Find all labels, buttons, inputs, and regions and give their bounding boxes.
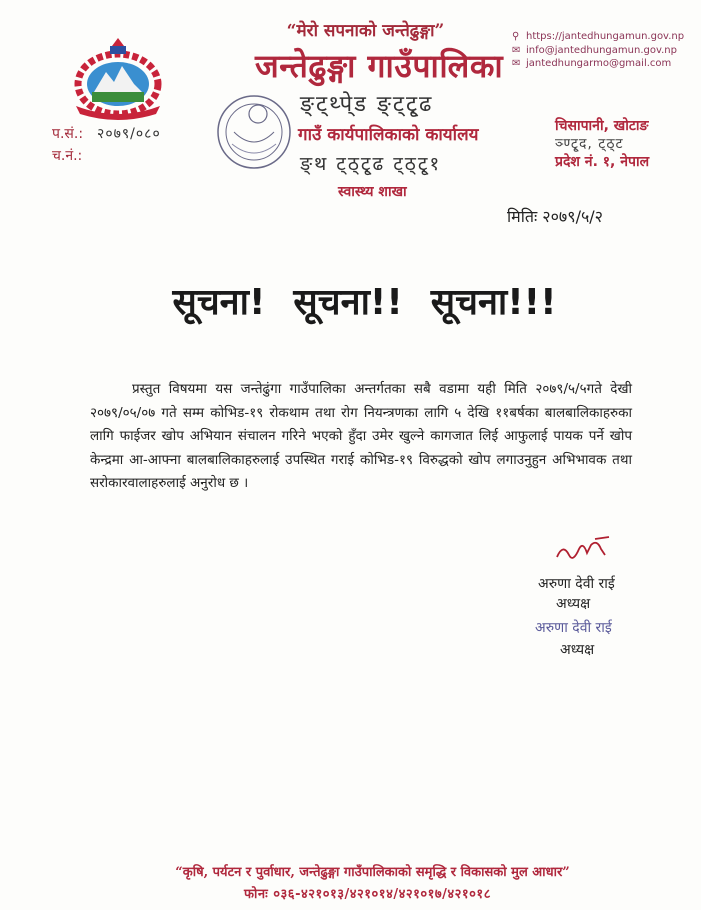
section-name: स्वास्थ्य शाखा [338, 184, 407, 200]
signatory-stamp-title: अध्यक्ष [560, 642, 595, 658]
reference-number: प.सं.: २०७९/०८० [52, 126, 161, 142]
address-line: चिसापानी, खोटाङ [555, 118, 649, 134]
handwritten-signature [553, 535, 613, 569]
signatory-name: अरुणा देवी राई [538, 576, 615, 592]
office-stamp [214, 92, 294, 172]
footer-phone: फोनः ०३६-४२१०१३/४२१०१४/४२१०१७/४२१०१८ [244, 887, 491, 902]
footer-motto: “कृषि, पर्यटन र पुर्वाधार, जन्तेढुङ्गा गाउँपालिकाको समृद्धि र विकासको मुल आधार” [175, 865, 570, 880]
dispatch-number: च.नं.: [52, 148, 83, 164]
municipality-name-kirat-script: ङ्ट्थ्पे्ड ङ्ट्टृ्ढ [300, 92, 434, 117]
signatory-stamp-name: अरुणा देवी राई [535, 620, 612, 636]
nepal-emblem [66, 36, 170, 120]
municipality-name: जन्तेढुङ्गा गाउँपालिका [255, 47, 504, 85]
mail-icon: ✉ [512, 58, 521, 69]
office-name-kirat-script: ङ्थ ट्ठ्टृ्ढ ट्ठ्टृ्१ [300, 153, 442, 175]
email-link[interactable]: ✉ info@jantedhungamun.gov.np [512, 45, 677, 56]
office-name: गाउँ कार्यपालिकाको कार्यालय [298, 125, 479, 145]
letter-date: मितिः २०७९/५/२ [507, 207, 603, 226]
mail-icon: ✉ [512, 45, 521, 56]
globe-icon: ⚲ [512, 31, 520, 42]
municipality-slogan: “मेरो सपनाको जन्तेढुङ्गा” [286, 21, 445, 41]
notice-title: सूचना! सूचना!! सूचना!!! [172, 282, 557, 323]
notice-body: प्रस्तुत विषयमा यस जन्तेढुंगा गाउँपालिका अन्तर्गतका सबै वडामा यही मिति २०७९/५/५गते देखी २०७९/०५/०७ गते सम्म कोभिड-१९ रोकथाम तथा रोग नियन्त्रणका लागि ५ देखि ११बर्षका बालबालिकाहरुका लागि फाईजर खोप अभियान संचालन गरिने भएको हुँदा उमेर खुल्ने कागजात लिई आफुलाई पायक पर्ने खोप केन्द्रमा आ-आफ्ना बालबालिकाहरुलाई उपस्थित गराई कोभिड-१९ विरुद्धको खोप लगाउनुहुन अभिभावक तथा सरोकारवालाहरुलाई अनुरोध छ । [90, 381, 632, 491]
email-link[interactable]: ✉ jantedhungarmo@gmail.com [512, 58, 672, 69]
signatory-title: अध्यक्ष [556, 596, 591, 612]
address-line-kirat-script: ञ्ण्टृ्द, ट्ठ्ट [555, 136, 624, 152]
address-province: प्रदेश नं. १, नेपाल [555, 154, 650, 170]
website-link[interactable]: ⚲ https://jantedhungamun.gov.np [512, 31, 685, 42]
